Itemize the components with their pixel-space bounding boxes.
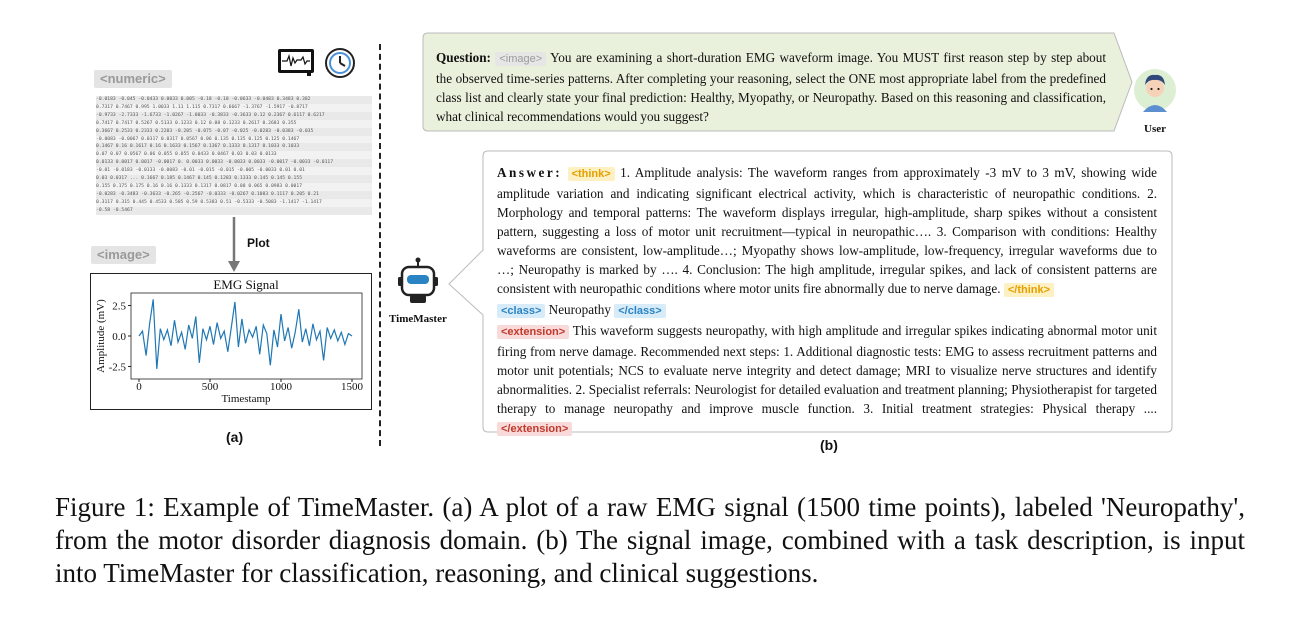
- numeric-row: 0.155 0.175 0.175 0.16 0.16 0.1333 0.1317 0.0817 0.08 0.065 0.0983 0.0017: [96, 183, 372, 191]
- figure-caption: Figure 1: Example of TimeMaster. (a) A plot of a raw EMG signal (1500 time points), labeled 'Neuropathy', from the motor disorder diagnosis domain. (b) The signal image, combined with a task description, is input into TimeMaster for classification, reasoning, and clinical suggestions.: [55, 492, 1245, 588]
- image-tag: <image>: [91, 246, 156, 264]
- think-close-tag: </think>: [1004, 283, 1054, 297]
- question-text: [436, 48, 1106, 126]
- answer-label: Answer:: [497, 165, 563, 180]
- extension-close-tag: </extension>: [497, 422, 572, 436]
- numeric-row: 0.03 0.0317 ... 0.1667 0.185 0.1467 0.145 0.1283 0.1333 0.145 0.145 0.155: [96, 175, 372, 183]
- numeric-row: -0.0083 -0.0067 0.0317 0.0317 0.0567 0.06 0.135 0.135 0.125 0.125 0.1467: [96, 136, 372, 144]
- question-label: Question:: [436, 50, 491, 65]
- extension-body: This waveform suggests neuropathy, with high amplitude and irregular spikes indicating abnormal motor unit firing from nerve damage. Recommended next steps: 1. Additional diagnostic tests: EMG to assess recruitment patterns and motor unit potentials; NCS to evaluate nerve integrity and detect damage; MRI to visualize nerve structures and identify abnormalities. 2. Specialist referrals: Neurologist for detailed evaluation and treatment planning; Physiotherapist for targeted therapy to manage neuropathy and improve muscle function. 3. Initial treatment strategies: Physical therapy ....: [497, 323, 1158, 416]
- numeric-row: 0.3117 0.315 0.445 0.4533 0.585 0.59 0.5383 0.51 -0.5333 -0.5083 -1.1417 -1.1417: [96, 199, 372, 207]
- agent-label: TimeMaster: [389, 313, 447, 325]
- class-value: Neuropathy: [548, 302, 611, 317]
- question-image-tag: <image>: [495, 52, 546, 66]
- numeric-row: 0.7417 0.7417 0.5267 0.5133 0.1233 0.12 0.08 0.1233 0.2617 0.2683 0.355: [96, 120, 372, 128]
- y-tick-label: -2.5: [108, 361, 126, 374]
- robot-icon: [396, 257, 440, 312]
- x-tick-label: 500: [201, 381, 219, 393]
- plot-arrow-label: Plot: [247, 236, 270, 250]
- chart-ylabel: Amplitude (mV): [95, 299, 107, 373]
- panel-divider: [379, 44, 381, 446]
- numeric-row: -0.9733 -2.7333 -1.6733 -1.0267 -1.0033 -0.3833 -0.3633 0.12 0.2367 0.6117 0.6217: [96, 112, 372, 120]
- numeric-row: 0.7317 0.7467 0.995 1.0033 1.11 1.115 0.7317 0.6667 -1.3767 -1.5917 -0.8717: [96, 104, 372, 112]
- chart-title: EMG Signal: [213, 277, 279, 292]
- y-tick-label: 2.5: [112, 300, 126, 313]
- clock-icon: [324, 47, 356, 84]
- y-tick-label: 0.0: [112, 331, 126, 343]
- answer-text: [497, 163, 1157, 439]
- numeric-row: -0.01 -0.0183 -0.0133 -0.0083 -0.01 -0.015 -0.015 -0.005 -0.0033 0.01 0.01: [96, 167, 372, 175]
- x-tick-label: 1500: [341, 381, 363, 393]
- numeric-row: -0.58 -0.5467: [96, 207, 372, 215]
- monitor-icon: [277, 48, 315, 83]
- numeric-series-text: [96, 96, 372, 215]
- emg-chart: [90, 273, 372, 415]
- numeric-row: 0.1467 0.16 0.1617 0.16 0.1633 0.1567 0.1367 0.1333 0.1317 0.1033 0.1033: [96, 143, 372, 151]
- class-close-tag: </class>: [614, 304, 665, 318]
- user-avatar-icon: [1133, 66, 1177, 119]
- user-label: User: [1144, 123, 1166, 135]
- extension-open-tag: <extension>: [497, 325, 569, 339]
- numeric-row: 0.0133 0.0017 0.0017 -0.0017 0. 0.0033 0.0033 -0.0033 0.0033 -0.0017 -0.0033 -0.0117: [96, 159, 372, 167]
- numeric-row: -0.0183 -0.045 -0.0433 0.0033 0.005 -0.18 -0.18 -0.0633 -0.0483 0.3483 0.382: [96, 96, 372, 104]
- question-body: You are examining a short-duration EMG waveform image. You MUST first reason step by step about the observed time-series patterns. After completing your reasoning, select the ONE most appropriate label from the predefined class list and clearly state your final prediction: Healthy, Myopathy, or Neuropathy. Based on this reasoning and classification, what clinical recommendations would you suggest?: [436, 50, 1107, 124]
- panel-a-label: (a): [226, 429, 244, 445]
- numeric-row: 0.07 0.07 0.0567 0.06 0.055 0.055 0.0433 0.0467 0.03 0.03 0.0133: [96, 151, 372, 159]
- x-tick-label: 0: [136, 381, 142, 393]
- numeric-row: 0.3667 0.2533 0.2333 0.2283 -0.205 -0.075 -0.07 -0.025 -0.0283 -0.0383 -0.035: [96, 128, 372, 136]
- plot-arrow-icon: [226, 217, 242, 278]
- x-tick-label: 1000: [270, 381, 292, 393]
- class-open-tag: <class>: [497, 304, 545, 318]
- panel-b-label: (b): [820, 437, 838, 453]
- think-body: 1. Amplitude analysis: The waveform ranges from approximately -3 mV to 3 mV, showing wide amplitude variation and indicating significant electrical activity, which is characteristic of neuropathic conditions. 2. Morphology and temporal patterns: The waveform displays irregular, high-amplitude, sharp spikes without a consistent pattern, suggesting a loss of motor unit recruitment—typical in neuropathic…. 3. Comparison with conditions: Healthy waveforms are consistent, low-amplitude…; Myopathy shows low-amplitude, low-frequency, irregular waveforms due to …; Neuropathy is marked by …. 4. Conclusion: The high amplitude, irregular spikes, and lack of consistent patterns are consistent with neuropathic conditions where motor units fire abnormally due to nerve damage.: [497, 165, 1157, 296]
- chart-xlabel: Timestamp: [221, 393, 271, 405]
- numeric-tag: <numeric>: [94, 70, 172, 88]
- numeric-row: -0.0283 -0.3483 -0.3633 -0.265 -0.2567 -0.0333 -0.0267 0.1083 0.1117 0.205 0.21: [96, 191, 372, 199]
- think-open-tag: <think>: [568, 167, 615, 181]
